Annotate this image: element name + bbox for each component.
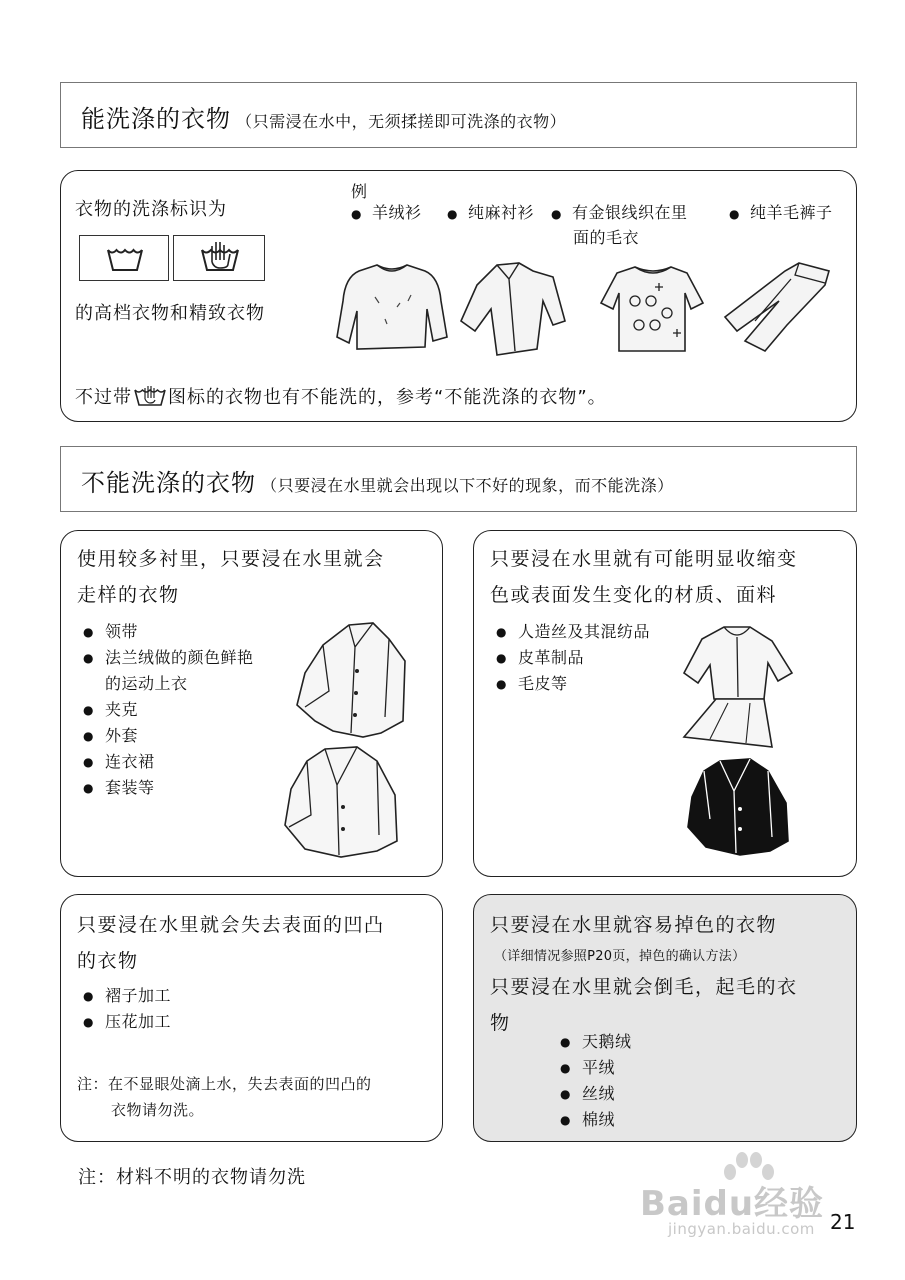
box-heading: 色或表面发生变化的材质、面料 [490,584,778,606]
watermark-brand: Baidu经验 [640,1184,825,1224]
list-item: ● 丝绒 [558,1081,758,1107]
materials-box [473,530,857,877]
item-list [81,619,301,801]
not-washable-title: 不能洗涤的衣物 [81,469,256,497]
lining-garments-box [60,530,443,877]
wash-label-suffix: 的高档衣物和精致衣物 [75,303,265,324]
list-item: ● 套装等 [81,775,301,801]
list-item: ● 领带 [81,619,301,645]
wash-tub-icon [79,235,169,281]
box-heading: 只要浸在水里就会失去表面的凹凸 [77,914,385,936]
watermark [640,1150,850,1240]
fading-pile-box [473,894,857,1142]
washable-note: 不过带 图标的衣物也有不能洗的，参考“不能洗涤的衣物”。 [75,387,607,408]
leather-jacket-illustration [684,757,794,857]
washable-title: 能洗涤的衣物 [81,105,231,133]
box-heading: 只要浸在水里就有可能明显收缩变 [490,548,798,570]
list-item: ● 连衣裙 [81,749,301,775]
example-item: ● 有金银线织在里 面的毛衣 [551,203,688,247]
example-item: ● 羊绒衫 [351,203,422,222]
footer-note: 注：材料不明的衣物请勿洗 [78,1167,306,1188]
wash-label-prefix: 衣物的洗涤标识为 [75,199,227,220]
box-heading: 使用较多衬里，只要浸在水里就会 [77,548,385,570]
page-number: 21 [830,1210,856,1234]
embellished-sweater-illustration [601,263,705,355]
example-item: ● 纯麻衬衫 [447,203,534,222]
not-washable-title-box [60,446,857,512]
example-label: 例 [351,182,368,201]
list-item: ● 夹克 [81,697,301,723]
box-heading: 走样的衣物 [77,584,180,606]
washable-title-box [60,82,857,148]
washable-subtitle: （只需浸在水中，无须揉搓即可洗涤的衣物） [236,112,567,131]
list-item: ● 皮革制品 [494,645,694,671]
list-item: ● 毛皮等 [494,671,694,697]
jacket-illustration [281,745,405,861]
list-item: ● 外套 [81,723,301,749]
shirt-illustration [457,261,567,357]
hand-wash-inline-icon [132,385,168,407]
box-heading: 只要浸在水里就容易掉色的衣物 [490,914,778,936]
item-list [494,619,694,697]
box-heading: 只要浸在水里就会倒毛，起毛的衣 [490,976,798,998]
list-item: ● 平绒 [558,1055,758,1081]
example-item: ● 纯羊毛裤子 [729,203,833,222]
sweater-illustration [337,257,447,357]
box-subnote: （详细情况参照P20页，掉色的确认方法） [494,949,746,964]
coat-illustration [293,621,413,741]
texture-garments-box [60,894,443,1142]
list-item: ● 法兰绒做的颜色鲜艳 的运动上衣 [81,645,301,697]
trousers-illustration [725,261,833,353]
box-heading: 的衣物 [77,950,139,972]
washable-box [60,170,857,422]
watermark-url: jingyan.baidu.com [668,1220,815,1238]
list-item: ● 褶子加工 [81,983,281,1009]
hand-wash-icon [173,235,265,281]
blouse-skirt-illustration [680,623,800,751]
item-list [558,1029,758,1133]
box-heading: 物 [490,1012,511,1034]
list-item: ● 人造丝及其混纺品 [494,619,694,645]
list-item: ● 压花加工 [81,1009,281,1035]
not-washable-subtitle: （只要浸在水里就会出现以下不好的现象，而不能洗涤） [261,476,674,495]
list-item: ● 棉绒 [558,1107,758,1133]
box-note: 注：在不显眼处滴上水，失去表面的凹凸的 衣物请勿洗。 [77,1075,372,1119]
list-item: ● 天鹅绒 [558,1029,758,1055]
item-list [81,983,281,1035]
